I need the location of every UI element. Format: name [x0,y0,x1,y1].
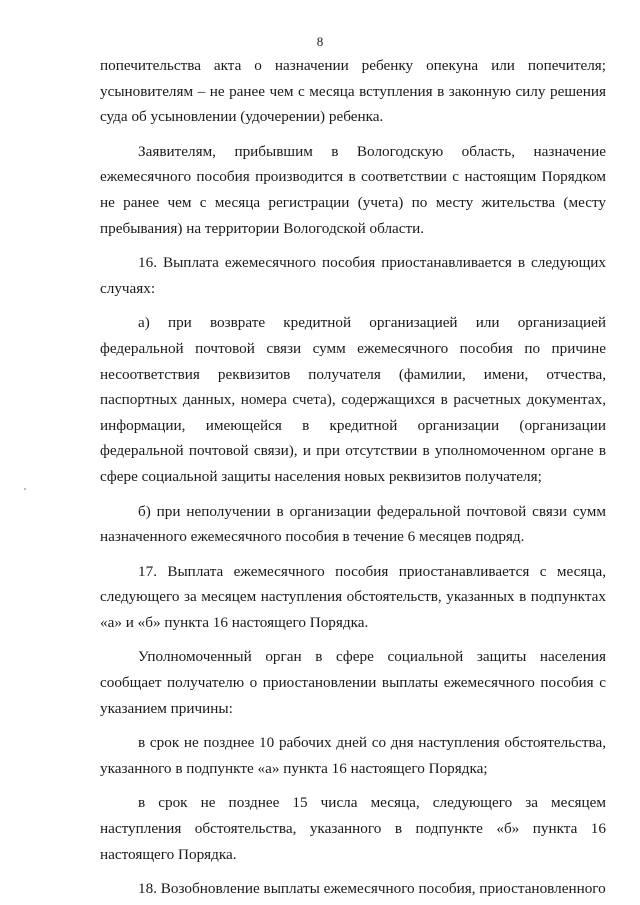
paragraph-deadline-10-days: в срок не позднее 10 рабочих дней со дня наступления обстоятельства, указанного в подпункте «а» пункта 16 настоящего Порядка; [100,734,606,777]
paragraph-continuation: попечительства акта о назначении ребенку опекуна или попечителя; усыновителям – не ранее чем с месяца вступления в законную силу решения суда об усыновлении (удочерении) ребенка. [100,57,606,126]
paragraph-applicants-vologda: Заявителям, прибывшим в Вологодскую область, назначение ежемесячного пособия производится в соответствии с настоящим Порядком не ранее чем с месяца регистрации (учета) по месту жительства (месту пребывания) на территории Вологодской области. [100,142,606,237]
paragraph-authority-notice: Уполномоченный орган в сфере социальной защиты населения сообщает получателю о приостановлении выплаты ежемесячного пособия с указанием причины: [100,648,606,717]
paragraph-section-16: 16. Выплата ежемесячного пособия приостанавливается в следующих случаях: [100,254,606,297]
scan-speck [24,488,26,490]
paragraph-deadline-15th: в срок не позднее 15 числа месяца, следующего за месяцем наступления обстоятельства, указанного в подпункте «б» пункта 16 настоящего Порядка. [100,794,606,863]
page-number: 8 [316,34,324,49]
paragraph-16a: а) при возврате кредитной организацией или организацией федеральной почтовой связи сумм ежемесячного пособия по причине несоответствия реквизитов получателя (фамилии, имени, отчества, паспортных данных, номера счета), содержащихся в расчетных документах, информации, имеющейся в кредитной организации (организации федеральной почтовой связи), и при отсутствии в уполномоченном органе в сфере социальной защиты населения новых реквизитов получателя; [100,314,606,485]
paragraph-section-18: 18. Возобновление выплаты ежемесячного пособия, приостановленного [138,880,606,898]
document-body [100,53,606,902]
paragraph-section-17: 17. Выплата ежемесячного пособия приостанавливается с месяца, следующего за месяцем наступления обстоятельств, указанных в подпунктах «а» и «б» пункта 16 настоящего Порядка. [100,562,606,631]
paragraph-16b: б) при неполучении в организации федеральной почтовой связи сумм назначенного ежемесячного пособия в течение 6 месяцев подряд. [100,502,606,546]
